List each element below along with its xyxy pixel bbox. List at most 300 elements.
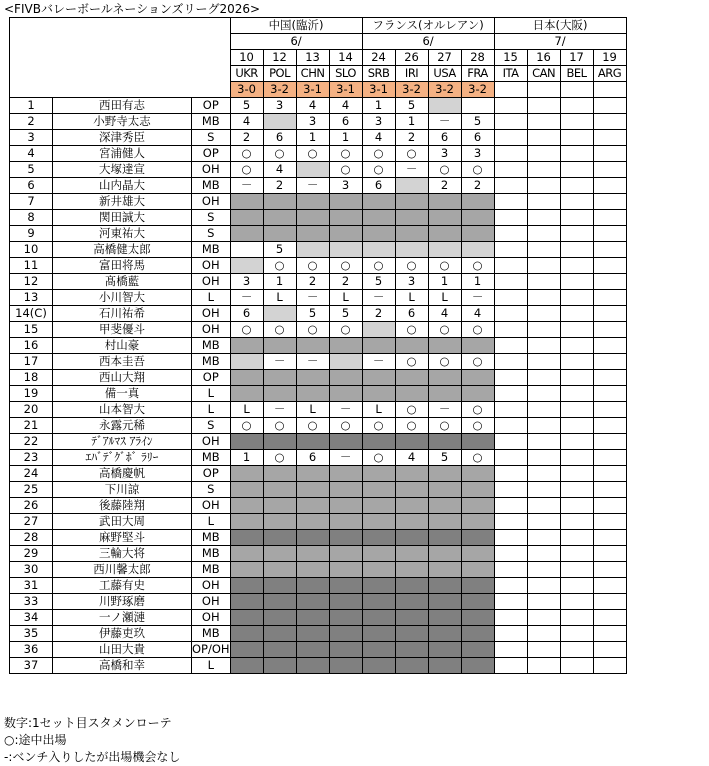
empty-match-cell	[593, 370, 626, 386]
empty-match-cell	[560, 610, 593, 626]
match-cell	[296, 578, 329, 594]
player-position: OH	[192, 434, 231, 450]
empty-match-cell	[593, 546, 626, 562]
empty-match-cell	[527, 114, 560, 130]
match-cell	[362, 226, 395, 242]
month-label: 6/	[362, 34, 494, 50]
match-cell: －	[362, 290, 395, 306]
match-cell: －	[362, 354, 395, 370]
empty-match-cell	[593, 434, 626, 450]
empty-match-cell	[527, 338, 560, 354]
empty-match-cell	[527, 322, 560, 338]
match-cell	[230, 562, 263, 578]
empty-match-cell	[593, 210, 626, 226]
match-cell	[362, 482, 395, 498]
player-position: OP	[192, 98, 231, 114]
player-name: ﾃﾞｱﾙﾏｽ ｱﾗｲﾝ	[53, 434, 192, 450]
day-cell: 19	[593, 50, 626, 66]
player-name: 小野寺太志	[53, 114, 192, 130]
player-number: 19	[10, 386, 53, 402]
match-cell	[230, 546, 263, 562]
player-position: OH	[192, 194, 231, 210]
empty-match-cell	[494, 434, 527, 450]
match-cell: 2	[329, 274, 362, 290]
match-cell: 4	[461, 306, 494, 322]
player-name: 小川智大	[53, 290, 192, 306]
player-row	[10, 546, 627, 562]
match-cell: L	[230, 402, 263, 418]
player-name: 高橋慶帆	[53, 466, 192, 482]
match-cell	[461, 658, 494, 674]
player-name: 高橋和幸	[53, 658, 192, 674]
empty-match-cell	[494, 210, 527, 226]
empty-match-cell	[494, 354, 527, 370]
player-row	[10, 338, 627, 354]
match-cell: ○	[329, 322, 362, 338]
opponent-cell: BEL	[560, 66, 593, 82]
player-number: 14(C)	[10, 306, 53, 322]
player-position: MB	[192, 626, 231, 642]
match-cell	[362, 210, 395, 226]
match-cell	[230, 434, 263, 450]
match-cell	[263, 306, 296, 322]
player-row	[10, 514, 627, 530]
player-row	[10, 162, 627, 178]
match-cell: 5	[428, 450, 461, 466]
match-cell	[230, 658, 263, 674]
empty-match-cell	[527, 642, 560, 658]
match-cell	[395, 530, 428, 546]
empty-match-cell	[494, 242, 527, 258]
empty-match-cell	[560, 626, 593, 642]
match-cell	[263, 578, 296, 594]
player-position: MB	[192, 562, 231, 578]
empty-match-cell	[593, 578, 626, 594]
match-cell	[461, 626, 494, 642]
empty-match-cell	[560, 514, 593, 530]
match-cell	[296, 434, 329, 450]
empty-match-cell	[593, 450, 626, 466]
player-row	[10, 450, 627, 466]
result-cell	[527, 82, 560, 98]
match-cell	[263, 626, 296, 642]
match-cell	[395, 578, 428, 594]
match-cell	[362, 626, 395, 642]
match-cell	[362, 242, 395, 258]
match-cell	[230, 194, 263, 210]
match-cell	[395, 242, 428, 258]
player-name: 下川諒	[53, 482, 192, 498]
match-cell	[329, 626, 362, 642]
day-cell: 17	[560, 50, 593, 66]
match-cell: 2	[461, 178, 494, 194]
player-position: MB	[192, 450, 231, 466]
match-cell	[329, 610, 362, 626]
match-cell: L	[296, 402, 329, 418]
player-row	[10, 610, 627, 626]
empty-match-cell	[560, 162, 593, 178]
match-cell	[230, 514, 263, 530]
empty-match-cell	[527, 466, 560, 482]
match-cell	[230, 610, 263, 626]
empty-match-cell	[560, 530, 593, 546]
match-cell: 4	[428, 306, 461, 322]
match-cell: －	[395, 162, 428, 178]
empty-match-cell	[560, 482, 593, 498]
empty-match-cell	[527, 658, 560, 674]
match-cell	[230, 242, 263, 258]
player-position: OH	[192, 306, 231, 322]
match-cell: 5	[230, 98, 263, 114]
match-cell	[362, 322, 395, 338]
player-number: 35	[10, 626, 53, 642]
match-cell	[395, 642, 428, 658]
player-number: 8	[10, 210, 53, 226]
empty-match-cell	[527, 418, 560, 434]
match-cell: 3	[428, 146, 461, 162]
empty-match-cell	[494, 418, 527, 434]
player-position: OP	[192, 146, 231, 162]
empty-match-cell	[527, 610, 560, 626]
day-cell: 10	[230, 50, 263, 66]
empty-match-cell	[494, 162, 527, 178]
empty-match-cell	[560, 242, 593, 258]
match-cell	[296, 162, 329, 178]
match-cell	[263, 642, 296, 658]
match-cell: ○	[230, 162, 263, 178]
match-cell: 4	[296, 98, 329, 114]
venue-label: 日本(大阪)	[494, 18, 626, 34]
match-cell	[263, 210, 296, 226]
match-cell	[395, 482, 428, 498]
empty-match-cell	[560, 578, 593, 594]
match-cell: 2	[296, 274, 329, 290]
day-cell: 16	[527, 50, 560, 66]
match-cell	[428, 514, 461, 530]
match-cell	[362, 498, 395, 514]
opponent-cell: IRI	[395, 66, 428, 82]
match-cell	[395, 226, 428, 242]
match-cell	[428, 610, 461, 626]
match-cell	[461, 482, 494, 498]
empty-match-cell	[494, 274, 527, 290]
player-number: 15	[10, 322, 53, 338]
match-cell: ○	[296, 322, 329, 338]
match-cell	[230, 482, 263, 498]
match-cell: －	[296, 290, 329, 306]
match-cell	[428, 434, 461, 450]
player-position: OH	[192, 162, 231, 178]
match-cell	[362, 594, 395, 610]
empty-match-cell	[560, 146, 593, 162]
player-number: 31	[10, 578, 53, 594]
empty-match-cell	[494, 98, 527, 114]
match-cell: －	[296, 354, 329, 370]
player-row	[10, 402, 627, 418]
match-cell	[395, 498, 428, 514]
match-cell	[362, 562, 395, 578]
empty-match-cell	[593, 530, 626, 546]
match-cell	[395, 434, 428, 450]
opponent-cell: SLO	[329, 66, 362, 82]
match-cell	[329, 482, 362, 498]
opponent-cell: UKR	[230, 66, 263, 82]
match-cell: ○	[395, 258, 428, 274]
match-cell: 4	[263, 162, 296, 178]
match-cell	[461, 578, 494, 594]
match-cell: －	[428, 114, 461, 130]
empty-match-cell	[527, 450, 560, 466]
empty-match-cell	[560, 642, 593, 658]
match-cell: 6	[263, 130, 296, 146]
player-number: 5	[10, 162, 53, 178]
empty-match-cell	[494, 338, 527, 354]
player-name: 髙橋藍	[53, 274, 192, 290]
match-cell: ○	[428, 322, 461, 338]
empty-match-cell	[527, 498, 560, 514]
empty-match-cell	[560, 402, 593, 418]
player-row	[10, 642, 627, 658]
match-cell	[461, 98, 494, 114]
result-cell: 3-2	[428, 82, 461, 98]
player-row	[10, 306, 627, 322]
opponent-cell: ARG	[593, 66, 626, 82]
player-row	[10, 242, 627, 258]
match-cell	[461, 194, 494, 210]
match-cell: ○	[329, 418, 362, 434]
match-cell	[395, 594, 428, 610]
player-name: 武田大周	[53, 514, 192, 530]
player-position: MB	[192, 338, 231, 354]
match-cell: ○	[329, 146, 362, 162]
player-row	[10, 418, 627, 434]
match-cell	[329, 562, 362, 578]
match-cell	[362, 466, 395, 482]
match-cell: ○	[230, 146, 263, 162]
empty-match-cell	[527, 546, 560, 562]
match-cell: ○	[428, 258, 461, 274]
empty-match-cell	[527, 178, 560, 194]
player-row	[10, 194, 627, 210]
empty-match-cell	[560, 418, 593, 434]
empty-match-cell	[593, 226, 626, 242]
match-cell	[461, 562, 494, 578]
player-name: 川野琢磨	[53, 594, 192, 610]
match-cell: 3	[230, 274, 263, 290]
empty-match-cell	[593, 466, 626, 482]
empty-match-cell	[527, 482, 560, 498]
match-cell: ○	[263, 322, 296, 338]
match-cell	[263, 434, 296, 450]
match-cell: －	[329, 402, 362, 418]
match-cell	[428, 642, 461, 658]
player-row	[10, 178, 627, 194]
match-cell: L	[395, 290, 428, 306]
match-cell	[395, 178, 428, 194]
player-position: OH	[192, 258, 231, 274]
player-position: MB	[192, 530, 231, 546]
player-number: 22	[10, 434, 53, 450]
match-cell	[461, 386, 494, 402]
match-cell	[395, 626, 428, 642]
empty-match-cell	[527, 242, 560, 258]
empty-match-cell	[527, 162, 560, 178]
player-row	[10, 290, 627, 306]
player-position: OH	[192, 610, 231, 626]
player-row	[10, 482, 627, 498]
match-cell	[362, 610, 395, 626]
match-cell	[461, 466, 494, 482]
match-cell	[329, 546, 362, 562]
match-cell: ○	[362, 450, 395, 466]
empty-match-cell	[560, 546, 593, 562]
player-number: 26	[10, 498, 53, 514]
match-cell	[428, 530, 461, 546]
match-cell: ○	[395, 146, 428, 162]
match-cell: 2	[362, 306, 395, 322]
match-cell	[296, 386, 329, 402]
match-cell: ○	[362, 418, 395, 434]
empty-match-cell	[527, 146, 560, 162]
match-cell: ○	[329, 258, 362, 274]
match-cell: －	[329, 450, 362, 466]
empty-match-cell	[527, 130, 560, 146]
match-cell	[296, 642, 329, 658]
match-cell	[296, 210, 329, 226]
match-cell: ○	[296, 418, 329, 434]
day-cell: 26	[395, 50, 428, 66]
empty-match-cell	[527, 434, 560, 450]
player-row	[10, 130, 627, 146]
match-cell: ○	[362, 162, 395, 178]
match-cell	[230, 370, 263, 386]
match-cell	[230, 594, 263, 610]
header-corner	[10, 18, 231, 98]
player-name: 村山豪	[53, 338, 192, 354]
match-cell	[461, 642, 494, 658]
day-cell: 14	[329, 50, 362, 66]
match-cell: 4	[395, 450, 428, 466]
player-position: S	[192, 210, 231, 226]
player-position: MB	[192, 354, 231, 370]
empty-match-cell	[593, 418, 626, 434]
empty-match-cell	[593, 354, 626, 370]
match-cell	[263, 482, 296, 498]
match-cell	[329, 338, 362, 354]
empty-match-cell	[593, 146, 626, 162]
match-cell: L	[263, 290, 296, 306]
empty-match-cell	[593, 562, 626, 578]
match-cell: 3	[395, 274, 428, 290]
player-row	[10, 322, 627, 338]
match-cell	[329, 434, 362, 450]
match-cell	[362, 514, 395, 530]
empty-match-cell	[593, 194, 626, 210]
match-cell: L	[329, 290, 362, 306]
match-cell	[230, 578, 263, 594]
match-cell	[329, 242, 362, 258]
match-cell	[428, 386, 461, 402]
match-cell: ○	[461, 418, 494, 434]
match-cell	[263, 530, 296, 546]
empty-match-cell	[494, 658, 527, 674]
player-name: ｴﾊﾞﾃﾞｸﾞﾎﾞ ﾗﾘｰ	[53, 450, 192, 466]
empty-match-cell	[527, 274, 560, 290]
match-cell	[263, 386, 296, 402]
empty-match-cell	[527, 402, 560, 418]
player-position: MB	[192, 114, 231, 130]
match-cell: 1	[263, 274, 296, 290]
player-row	[10, 146, 627, 162]
match-cell: 3	[362, 114, 395, 130]
match-cell: 4	[329, 98, 362, 114]
player-name: 甲斐優斗	[53, 322, 192, 338]
empty-match-cell	[593, 322, 626, 338]
empty-match-cell	[593, 306, 626, 322]
empty-match-cell	[560, 322, 593, 338]
empty-match-cell	[527, 370, 560, 386]
match-cell	[263, 338, 296, 354]
match-cell	[230, 354, 263, 370]
player-position: S	[192, 418, 231, 434]
player-position: OP	[192, 370, 231, 386]
player-position: L	[192, 290, 231, 306]
match-cell	[461, 370, 494, 386]
match-cell: 6	[461, 130, 494, 146]
empty-match-cell	[494, 194, 527, 210]
venue-label: 中国(臨沂)	[230, 18, 362, 34]
player-position: OP	[192, 466, 231, 482]
match-cell	[428, 210, 461, 226]
match-cell	[329, 514, 362, 530]
empty-match-cell	[494, 146, 527, 162]
match-cell: 1	[428, 274, 461, 290]
match-cell	[329, 498, 362, 514]
player-number: 29	[10, 546, 53, 562]
empty-match-cell	[527, 514, 560, 530]
match-cell	[329, 658, 362, 674]
empty-match-cell	[593, 162, 626, 178]
player-name: 深津秀臣	[53, 130, 192, 146]
match-cell	[395, 338, 428, 354]
match-cell	[395, 610, 428, 626]
player-row	[10, 354, 627, 370]
empty-match-cell	[560, 498, 593, 514]
match-cell	[263, 226, 296, 242]
match-cell	[296, 226, 329, 242]
player-name: 三輪大将	[53, 546, 192, 562]
match-cell	[362, 530, 395, 546]
player-name: 河東祐大	[53, 226, 192, 242]
empty-match-cell	[527, 258, 560, 274]
empty-match-cell	[560, 450, 593, 466]
match-cell	[461, 546, 494, 562]
player-row	[10, 594, 627, 610]
match-cell	[230, 226, 263, 242]
match-cell: 6	[230, 306, 263, 322]
player-number: 36	[10, 642, 53, 658]
player-number: 2	[10, 114, 53, 130]
match-cell: 3	[263, 98, 296, 114]
match-cell: －	[296, 178, 329, 194]
player-number: 25	[10, 482, 53, 498]
empty-match-cell	[560, 226, 593, 242]
match-cell	[461, 226, 494, 242]
empty-match-cell	[527, 386, 560, 402]
match-cell	[428, 466, 461, 482]
match-cell: ○	[263, 450, 296, 466]
player-number: 27	[10, 514, 53, 530]
